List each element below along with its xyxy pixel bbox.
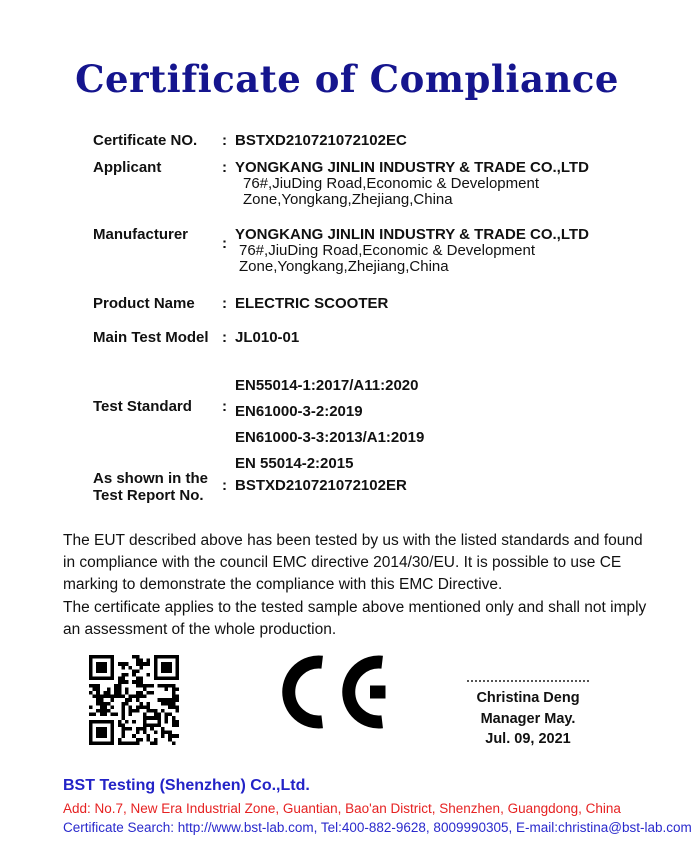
field-label: Test Standard xyxy=(93,398,192,415)
statement-line: marking to demonstrate the compliance with this EMC Directive. xyxy=(63,576,503,594)
field-value: JL010-01 xyxy=(235,329,300,346)
field-colon: : xyxy=(222,329,227,346)
test-standard-line: EN61000-3-2:2019 xyxy=(235,403,363,420)
field-value xyxy=(235,227,645,274)
field-label-line1: As shown in the xyxy=(93,470,209,487)
issuer-company-name: BST Testing (Shenzhen) Co.,Ltd. xyxy=(63,777,310,794)
signature-dotted-line xyxy=(467,680,589,682)
field-value: BSTXD210721072102EC xyxy=(235,132,407,149)
field-value: ELECTRIC SCOOTER xyxy=(235,295,389,312)
field-label: Product Name xyxy=(93,295,195,312)
signature-date: Jul. 09, 2021 xyxy=(485,731,571,747)
statement-line: The EUT described above has been tested by us with the listed standards and found xyxy=(63,532,643,549)
applicant-address-line1: 76#,JiuDing Road,Economic & Development xyxy=(243,174,539,192)
signature-block xyxy=(453,680,603,750)
field-label: Certificate NO. xyxy=(93,132,198,149)
field-colon: : xyxy=(222,132,227,149)
field-value xyxy=(235,160,645,207)
test-standard-line: EN61000-3-3:2013/A1:2019 xyxy=(235,429,425,446)
certificate-title: Certificate of Compliance xyxy=(75,57,619,101)
field-label: Manufacturer xyxy=(93,226,189,243)
field-colon: : xyxy=(222,235,227,252)
field-colon: : xyxy=(222,398,227,415)
compliance-statement xyxy=(63,530,658,641)
manufacturer-name: YONGKANG JINLIN INDUSTRY & TRADE CO.,LTD xyxy=(235,226,589,243)
applicant-address-line2: Zone,Yongkang,Zhejiang,China xyxy=(243,190,453,208)
applicant-name: YONGKANG JINLIN INDUSTRY & TRADE CO.,LTD xyxy=(235,159,589,176)
statement-line: in compliance with the council EMC directive 2014/30/EU. It is possible to use CE xyxy=(63,554,622,572)
signer-name: Christina Deng xyxy=(476,690,580,706)
manufacturer-address-line2: Zone,Yongkang,Zhejiang,China xyxy=(239,257,449,275)
field-value xyxy=(235,373,645,477)
statement-line: The certificate applies to the tested sample above mentioned only and shall not imply xyxy=(63,598,647,616)
certificate-search-info: Certificate Search: http://www.bst-lab.com, Tel:400-882-9628, 8009990305, E-mail:christina@bst-lab.com xyxy=(63,820,692,835)
field-colon: : xyxy=(222,477,227,494)
issuer-address: Add: No.7, New Era Industrial Zone, Guantian, Bao'an District, Shenzhen, Guangdong, China xyxy=(63,801,621,816)
manufacturer-address-line1: 76#,JiuDing Road,Economic & Development xyxy=(239,241,535,259)
statement-line: an assessment of the whole production. xyxy=(63,620,337,638)
test-standard-line: EN 55014-2:2015 xyxy=(235,455,354,472)
field-label-line2: Test Report No. xyxy=(93,487,204,504)
field-colon: : xyxy=(222,295,227,312)
field-value: BSTXD210721072102ER xyxy=(235,477,407,494)
field-label xyxy=(93,470,221,504)
field-label: Main Test Model xyxy=(93,329,209,346)
qr-code-icon xyxy=(89,655,179,745)
field-colon: : xyxy=(222,159,227,176)
signer-title: Manager May. xyxy=(480,710,576,727)
field-label: Applicant xyxy=(93,159,162,176)
ce-mark-icon xyxy=(282,655,386,729)
test-standard-line: EN55014-1:2017/A11:2020 xyxy=(235,377,419,394)
